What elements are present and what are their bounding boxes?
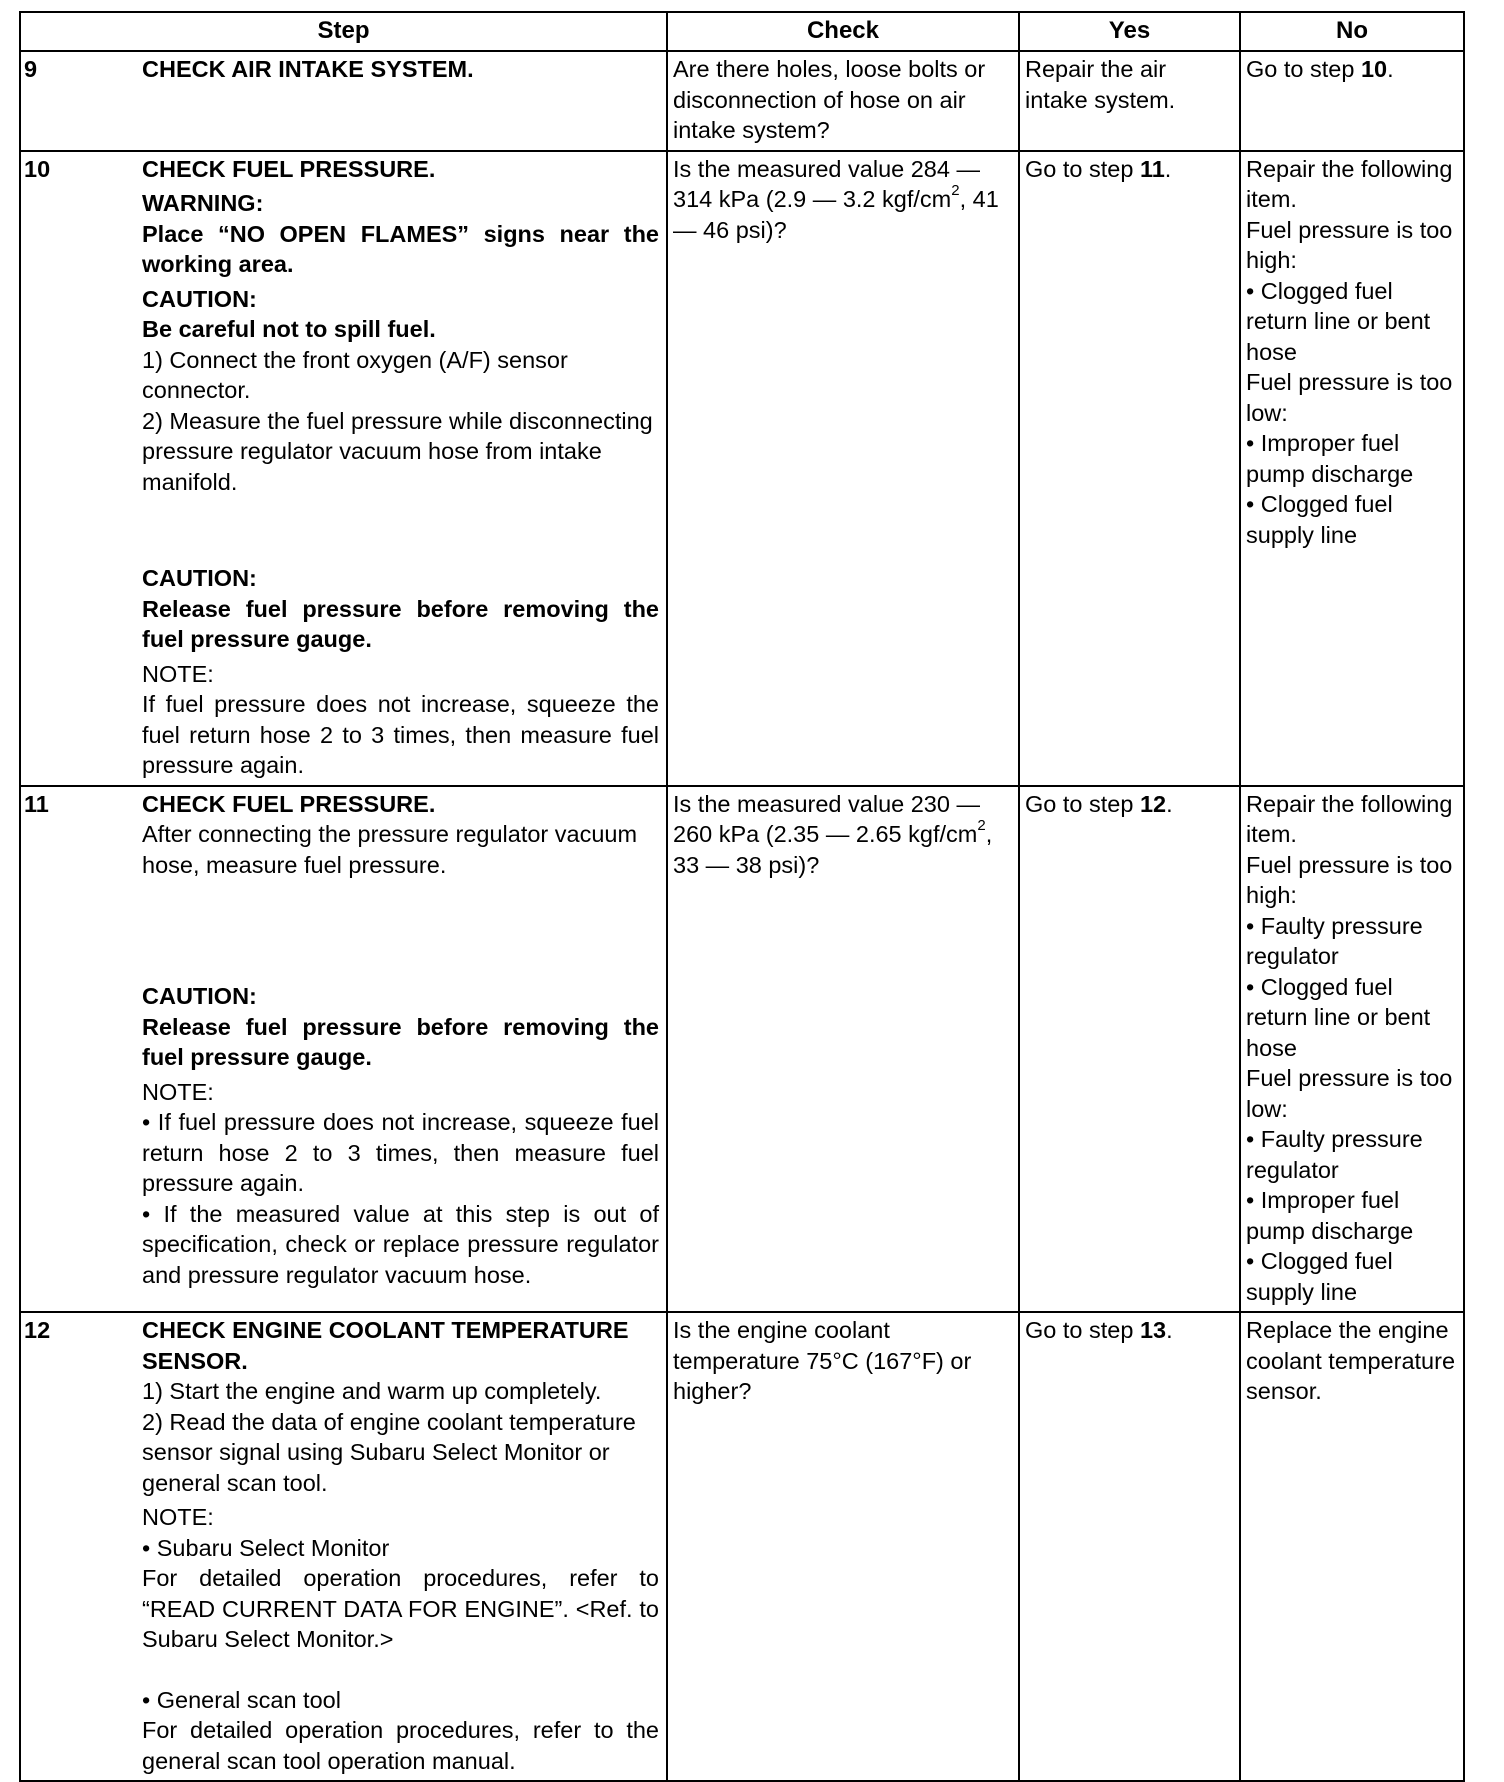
no-line: • Clogged fuel supply line xyxy=(1246,491,1393,548)
caution-text: Release fuel pressure before removing the fuel pressure gauge. xyxy=(142,1013,659,1070)
step-title: CHECK ENGINE COOLANT TEMPERATURE SENSOR. xyxy=(142,1317,629,1374)
header-row xyxy=(20,12,1464,51)
note-label: NOTE: xyxy=(142,1504,214,1530)
step-cell xyxy=(20,151,667,786)
step-title: CHECK FUEL PRESSURE. xyxy=(142,155,436,182)
caution-text: Be careful not to spill fuel. xyxy=(142,316,436,342)
caution-text: Release fuel pressure before removing the fuel pressure gauge. xyxy=(142,595,659,652)
yes-action-prefix: Go to step xyxy=(1025,790,1140,817)
note-text: If fuel pressure does not increase, squeeze the fuel return hose 2 to 3 times, then measure fuel pressure again. xyxy=(142,691,659,778)
no-line: Fuel pressure is too low: xyxy=(1246,1065,1453,1122)
step-cell xyxy=(20,51,667,151)
no-action-prefix: Go to step xyxy=(1246,56,1361,82)
note-subitem-title: • General scan tool xyxy=(142,1686,341,1713)
check-question-part: Is the measured value 284 — 314 kPa (2.9 — 3.2 kgf/cm xyxy=(673,155,980,212)
no-line: Repair the following item. xyxy=(1246,155,1453,212)
no-line: • Faulty pressure regulator xyxy=(1246,912,1423,969)
check-question: Are there holes, loose bolts or disconnection of hose on air intake system? xyxy=(673,56,986,143)
header-no: No xyxy=(1240,12,1464,51)
yes-cell xyxy=(1019,151,1240,786)
note-subitem-text: For detailed operation procedures, refer to “READ CURRENT DATA FOR ENGINE”. <Ref. to Subaru Select Monitor.> xyxy=(142,1565,659,1652)
no-action: Replace the engine coolant temperature sensor. xyxy=(1246,1317,1456,1404)
header-yes: Yes xyxy=(1019,12,1240,51)
caution-label: CAUTION: xyxy=(142,285,257,312)
check-cell xyxy=(667,51,1019,151)
no-action xyxy=(1246,54,1458,85)
step-number: 10 xyxy=(24,155,51,182)
yes-action-suffix: . xyxy=(1166,1317,1173,1343)
yes-cell xyxy=(1019,1312,1240,1781)
procedure-text: After connecting the pressure regulator vacuum hose, measure fuel pressure. xyxy=(142,821,638,878)
step-cell xyxy=(20,786,667,1313)
no-cell xyxy=(1240,51,1464,151)
step-cell xyxy=(20,1312,667,1781)
no-line: Repair the following item. xyxy=(1246,790,1453,847)
yes-action xyxy=(1025,789,1234,820)
step-number: 12 xyxy=(24,1317,51,1343)
caution-label: CAUTION: xyxy=(142,565,257,591)
check-question-part: , 33 — 38 psi)? xyxy=(673,821,993,878)
check-question xyxy=(673,789,1013,881)
table-row-step-10 xyxy=(20,151,1464,786)
table-row-step-12 xyxy=(20,1312,1464,1781)
no-line: Fuel pressure is too high: xyxy=(1246,216,1453,273)
step-title: CHECK FUEL PRESSURE. xyxy=(142,790,436,817)
step-number: 11 xyxy=(24,790,49,817)
no-cell xyxy=(1240,151,1464,786)
yes-cell xyxy=(1019,51,1240,151)
header-check: Check xyxy=(667,12,1019,51)
no-line: • Improper fuel pump discharge xyxy=(1246,430,1414,487)
yes-action-prefix: Go to step xyxy=(1025,155,1140,182)
no-cell xyxy=(1240,1312,1464,1781)
no-cell xyxy=(1240,786,1464,1313)
check-question xyxy=(673,154,1013,246)
check-cell xyxy=(667,1312,1019,1781)
procedure-item-2: 2) Read the data of engine coolant temperature sensor signal using Subaru Select Monitor or general scan tool. xyxy=(142,1408,636,1496)
no-line: • Clogged fuel return line or bent hose xyxy=(1246,277,1431,365)
table-row-step-9 xyxy=(20,51,1464,151)
yes-action-step: 11 xyxy=(1139,155,1165,182)
note-subitem-text: For detailed operation procedures, refer to the general scan tool operation manual. xyxy=(142,1717,659,1774)
no-line: • Clogged fuel supply line xyxy=(1246,1248,1393,1305)
yes-action xyxy=(1025,154,1234,185)
check-cell xyxy=(667,786,1019,1313)
yes-action-suffix: . xyxy=(1164,155,1172,182)
diagnostic-table xyxy=(19,11,1465,1782)
check-question-part: , 41 — 46 psi)? xyxy=(673,186,999,243)
warning-label: WARNING: xyxy=(142,190,264,216)
check-cell xyxy=(667,151,1019,786)
procedure-item-1: 1) Start the engine and warm up completely. xyxy=(142,1378,602,1404)
step-number: 9 xyxy=(24,56,38,82)
procedure-item-2: 2) Measure the fuel pressure while disconnecting pressure regulator vacuum hose from intake manifold. xyxy=(142,407,653,495)
check-question-part: Is the measured value 230 — 260 kPa (2.35 — 2.65 kgf/cm xyxy=(673,790,980,847)
note-label: NOTE: xyxy=(142,1078,214,1105)
note-item-2: • If the measured value at this step is out of specification, check or replace pressure regulator and pressure regulator vacuum hose. xyxy=(142,1200,659,1288)
no-line: Fuel pressure is too high: xyxy=(1246,851,1453,908)
check-question-superscript: 2 xyxy=(977,817,986,835)
no-line: • Clogged fuel return line or bent hose xyxy=(1246,973,1431,1061)
yes-action-step: 13 xyxy=(1139,1317,1167,1343)
yes-action-prefix: Go to step xyxy=(1025,1317,1140,1343)
yes-action-step: 12 xyxy=(1139,790,1167,817)
yes-action: Repair the air intake system. xyxy=(1025,56,1176,113)
table-row-step-11 xyxy=(20,786,1464,1313)
yes-action xyxy=(1025,1315,1234,1346)
check-question-superscript: 2 xyxy=(951,182,960,200)
check-question: Is the engine coolant temperature 75°C (167°F) or higher? xyxy=(673,1317,972,1404)
no-line: • Faulty pressure regulator xyxy=(1246,1126,1423,1183)
no-line: Fuel pressure is too low: xyxy=(1246,369,1453,426)
procedure-item-1: 1) Connect the front oxygen (A/F) sensor connector. xyxy=(142,346,568,403)
warning-text: Place “NO OPEN FLAMES” signs near the working area. xyxy=(142,220,659,277)
yes-action-suffix: . xyxy=(1166,790,1173,817)
note-subitem-title: • Subaru Select Monitor xyxy=(142,1534,390,1561)
yes-cell xyxy=(1019,786,1240,1313)
header-step: Step xyxy=(20,12,667,51)
note-item-1: • If fuel pressure does not increase, squeeze fuel return hose 2 to 3 times, then measure fuel pressure again. xyxy=(142,1109,659,1196)
note-label: NOTE: xyxy=(142,660,214,687)
no-line: • Improper fuel pump discharge xyxy=(1246,1187,1414,1244)
no-action-suffix: . xyxy=(1387,56,1394,82)
step-title: CHECK AIR INTAKE SYSTEM. xyxy=(142,56,474,82)
no-action-step: 10 xyxy=(1360,56,1388,82)
caution-label: CAUTION: xyxy=(142,983,257,1009)
